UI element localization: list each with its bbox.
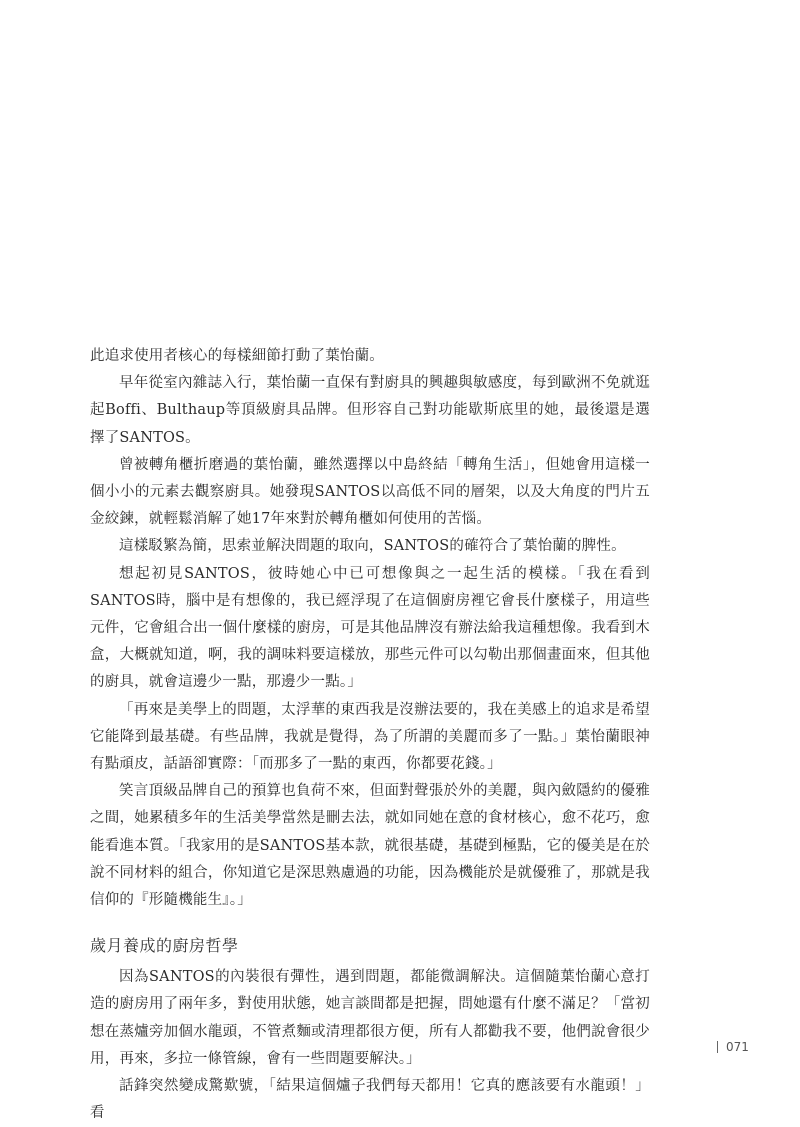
paragraph: 「再來是美學上的問題，太浮華的東西我是沒辦法要的，我在美感上的追求是希望它能降到最基礎。有些品牌，我就是覺得，為了所謂的美麗而多了一點。」葉怡蘭眼神有點頑皮，話語卻實際：「而那多了一點的東西，你都要花錢。」 — [90, 701, 650, 773]
paragraph: 話鋒突然變成驚歎號，「結果這個爐子我們每天都用！它真的應該要有水龍頭！」看 — [90, 1078, 650, 1122]
article-body — [90, 343, 650, 1127]
paragraph: 想起初見SANTOS，彼時她心中已可想像與之一起生活的模樣。「我在看到SANTOS時，腦中是有想像的，我已經浮現了在這個廚房裡它會長什麼樣子，用這些元件，它會組合出一個什麼樣的廚房，可是其他品牌沒有辦法給我這種想像。我看到木盒，大概就知道，啊，我的調味料要這樣放，那些元件可以勾勒出那個畫面來，但其他的廚具，就會這邊少一點，那邊少一點。」 — [90, 565, 650, 691]
paragraph-continuation: 此追求使用者核心的每樣細節打動了葉怡蘭。 — [90, 348, 384, 364]
page-folio — [717, 1040, 749, 1054]
section-heading: 歲月養成的廚房哲學 — [90, 936, 239, 956]
paragraph: 曾被轉角櫃折磨過的葉怡蘭，雖然選擇以中島終結「轉角生活」，但她會用這樣一個小小的元素去觀察廚具。她發現SANTOS以高低不同的層架，以及大角度的門片五金絞鍊，就輕鬆消解了她17年來對於轉角櫃如何使用的苦惱。 — [90, 456, 650, 528]
paragraph: 因為SANTOS的內裝很有彈性，遇到問題，都能微調解決。這個隨葉怡蘭心意打造的廚房用了兩年多，對使用狀態，她言談間都是把握，問她還有什麼不滿足？「當初想在蒸爐旁加個水龍頭，不管煮麵或清理都很方便，所有人都勸我不要，他們說會很少用，再來，多拉一條管線，會有一些問題要解決。」 — [90, 969, 650, 1067]
paragraph: 這樣駁繁為簡，思索並解決問題的取向，SANTOS的確符合了葉怡蘭的脾性。 — [119, 538, 626, 555]
folio-divider — [717, 1041, 718, 1053]
paragraph: 早年從室內雜誌入行，葉怡蘭一直保有對廚具的興趣與敏感度，每到歐洲不免就逛起Boffi、Bulthaup等頂級廚具品牌。但形容自己對功能歇斯底里的她，最後還是選擇了SANTOS。 — [90, 375, 650, 446]
paragraph: 笑言頂級品牌自己的預算也負荷不來，但面對聲張於外的美麗，與內斂隱約的優雅之間，她累積多年的生活美學當然是刪去法，就如同她在意的食材核心，愈不花巧，愈能看進本質。「我家用的是SANTOS基本款，就很基礎，基礎到極點，它的優美是在於說不同材料的組合，你知道它是深思熟慮過的功能，因為機能於是就優雅了，那就是我信仰的『形隨機能生』。」 — [90, 783, 650, 909]
page-number: 071 — [726, 1040, 749, 1054]
